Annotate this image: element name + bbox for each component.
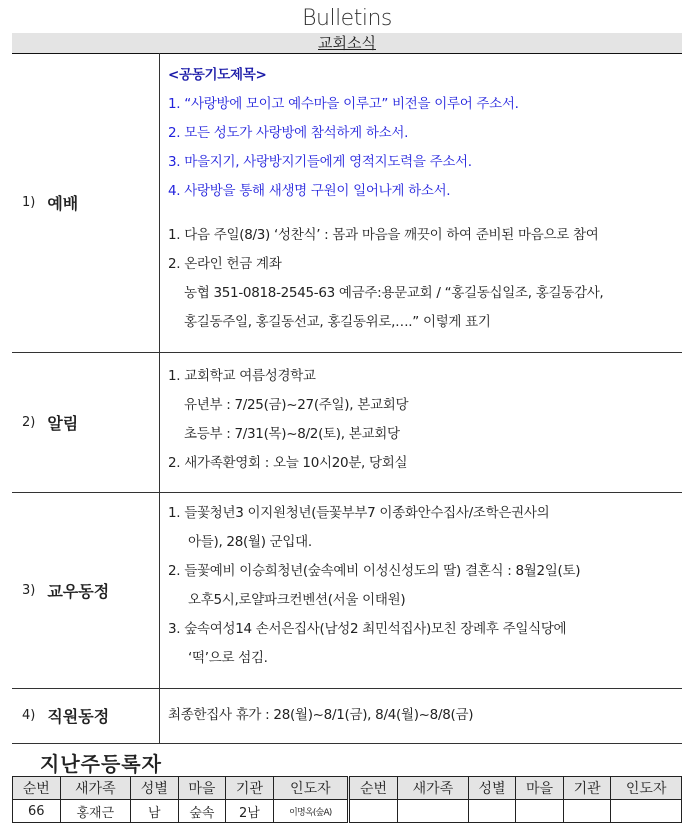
column-header: 순번 — [348, 777, 397, 800]
column-header: 기관 — [226, 777, 274, 800]
prayer-item: 3. 마을지기, 사랑방지기들에게 영적지도력을 주소서. — [168, 154, 472, 170]
column-header: 새가족 — [60, 777, 130, 800]
note-item: 홍길동주일, 홍길동선교, 홍길동위로,….” 이렇게 표기 — [184, 314, 491, 330]
table-header-row — [13, 777, 682, 800]
section-name: 교우동정 — [47, 581, 110, 601]
registrants-table — [12, 776, 682, 823]
note-item: 1. 다음 주일(8/3) ‘성찬식’ : 몸과 마음을 깨끗이 하여 준비된 마음으로 참여 — [168, 227, 599, 243]
section-title: 교회소식 — [318, 34, 376, 52]
column-header: 인도자 — [273, 777, 348, 800]
column-header: 순번 — [13, 777, 61, 800]
table-cell — [348, 800, 397, 823]
section-name: 알림 — [47, 413, 79, 433]
column-header: 인도자 — [611, 777, 682, 800]
table-cell — [563, 800, 611, 823]
section-number: 1) — [22, 195, 36, 210]
section-content — [168, 701, 682, 730]
news-item: 2. 들꽃예비 이승희청년(숲속예비 이성신성도의 딸) 결혼식 : 8월2일(토) — [168, 563, 581, 579]
notice-item: 2. 새가족환영회 : 오늘 10시20분, 당회실 — [168, 455, 408, 471]
section-notice — [12, 352, 682, 493]
section-label — [12, 492, 160, 688]
section-worship — [12, 53, 682, 353]
table-row — [13, 800, 682, 823]
section-label — [12, 352, 160, 492]
staff-item: 최종한집사 휴가 : 28(월)~8/1(금), 8/4(월)~8/8(금) — [168, 707, 474, 723]
notice-item: 1. 교회학교 여름성경학교 — [168, 368, 316, 384]
column-header: 성별 — [468, 777, 516, 800]
notice-item: 유년부 : 7/25(금)~27(주일), 본교회당 — [184, 397, 409, 413]
prayer-item: 2. 모든 성도가 사랑방에 참석하게 하소서. — [168, 125, 409, 141]
registrants-title: 지난주등록자 — [40, 752, 162, 776]
table-cell — [516, 800, 564, 823]
table-cell: 2남 — [226, 800, 274, 823]
section-number: 4) — [22, 708, 36, 723]
column-header: 기관 — [563, 777, 611, 800]
table-cell: 숲속 — [178, 800, 226, 823]
news-item: 3. 숲속여성14 손서은집사(남성2 최민석집사)모친 장례후 주일식당에 — [168, 621, 567, 637]
news-item: ‘떡’으로 섬김. — [188, 650, 268, 666]
section-number: 2) — [22, 414, 36, 430]
section-content — [168, 61, 682, 337]
section-name: 직원동정 — [47, 707, 110, 726]
table-cell: 남 — [131, 800, 179, 823]
notice-item: 초등부 : 7/31(목)~8/2(토), 본교회당 — [184, 426, 400, 442]
section-number: 3) — [22, 582, 36, 598]
page-title: Bulletins — [302, 6, 392, 31]
section-staff-news — [12, 688, 682, 744]
section-header — [12, 33, 682, 54]
section-label — [12, 688, 160, 743]
table-cell — [398, 800, 468, 823]
column-header: 마을 — [516, 777, 564, 800]
news-item: 1. 들꽃청년3 이지원청년(들꽃부부7 이종화안수집사/조학은권사의 — [168, 505, 550, 521]
news-item: 오후5시,로얄파크컨벤션(서울 이태원) — [188, 592, 406, 608]
prayer-title: <공동기도제목> — [168, 67, 267, 83]
column-header: 새가족 — [398, 777, 468, 800]
section-content — [168, 362, 682, 478]
table-cell: 홍재근 — [60, 800, 130, 823]
prayer-item: 1. “사랑방에 모이고 예수마을 이루고” 비전을 이루어 주소서. — [168, 96, 519, 112]
table-cell — [468, 800, 516, 823]
section-members-news — [12, 492, 682, 689]
column-header: 성별 — [131, 777, 179, 800]
table-cell — [611, 800, 682, 823]
note-item: 2. 온라인 헌금 계좌 — [168, 256, 282, 272]
prayer-item: 4. 사랑방을 통해 새생명 구원이 일어나게 하소서. — [168, 183, 451, 199]
news-item: 아들), 28(월) 군입대. — [188, 534, 312, 550]
section-name: 예배 — [47, 194, 79, 213]
table-cell: 66 — [13, 800, 61, 823]
section-label — [12, 53, 160, 352]
section-content — [168, 499, 682, 673]
note-item: 농협 351-0818-2545-63 예금주:용문교회 / “홍길동십일조, 홍길동감사, — [184, 285, 604, 301]
table-cell: 이명옥(숲A) — [273, 800, 348, 823]
column-header: 마을 — [178, 777, 226, 800]
